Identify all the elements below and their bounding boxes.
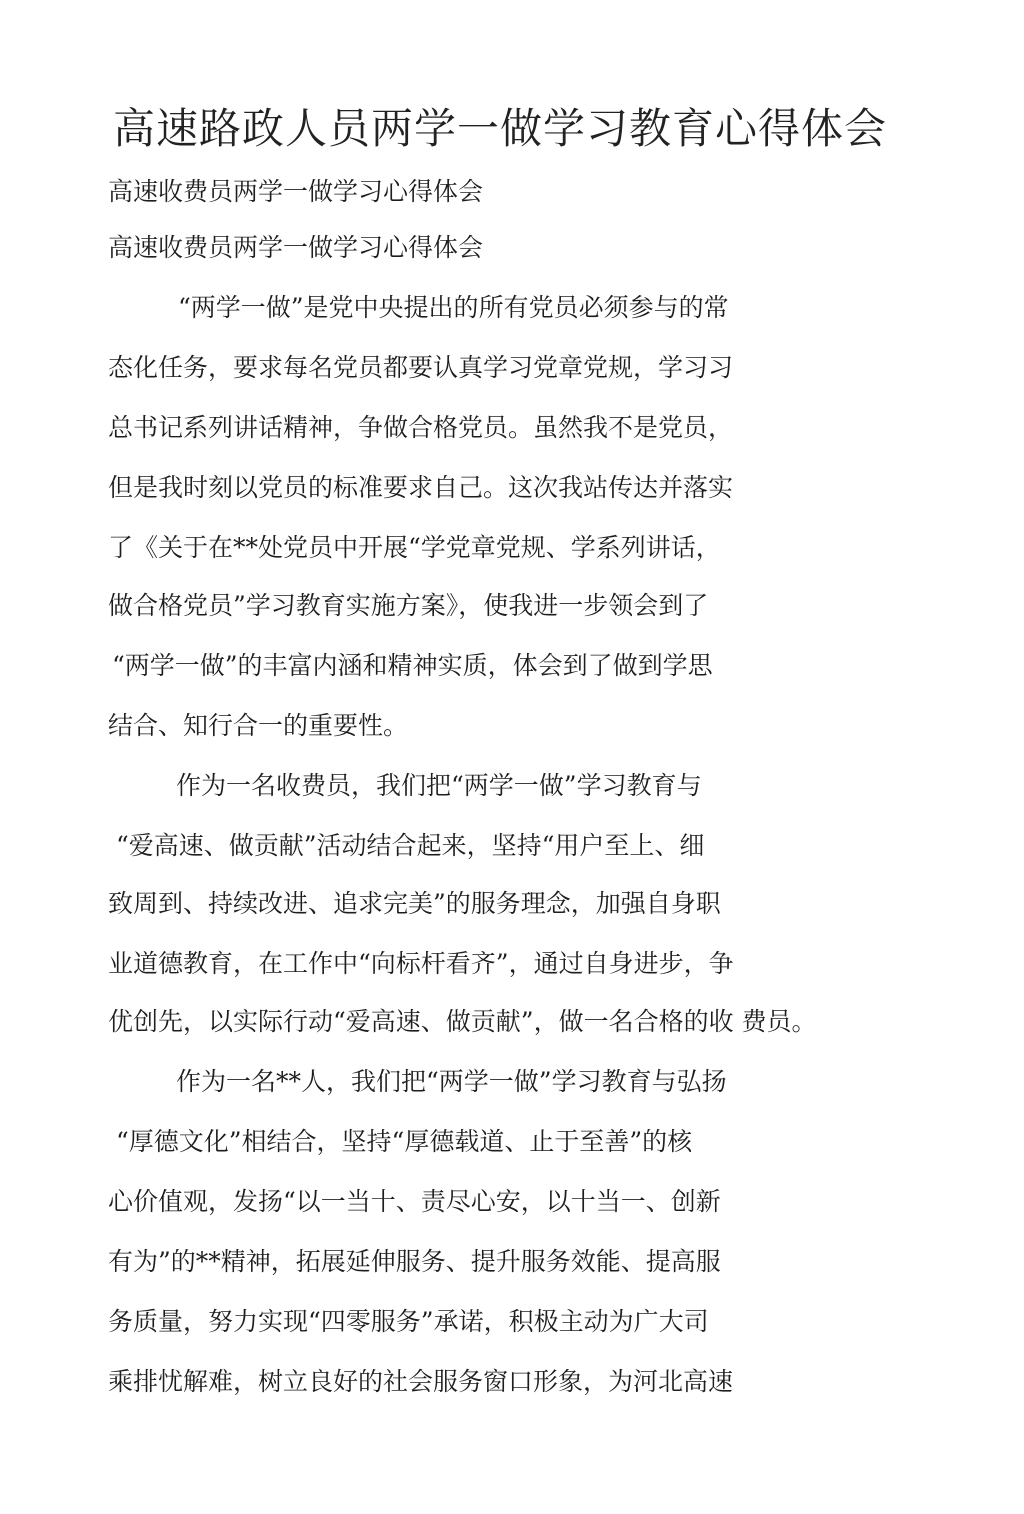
document-title: 高速路政人员两学一做学习教育心得体会 xyxy=(112,104,887,153)
paragraph-2-line-4: 业道德教育，在工作中“向标杆看齐”，通过自身进步，争 xyxy=(108,949,734,978)
subtitle-2: 高速收费员两学一做学习心得体会 xyxy=(108,233,484,262)
paragraph-1-line-8: 结合、知行合一的重要性。 xyxy=(108,711,409,740)
paragraph-3-line-6: 乘排忧解难，树立良好的社会服务窗口形象，为河北高速 xyxy=(108,1367,734,1396)
paragraph-3-line-2: “厚德文化”相结合，坚持“厚德载道、止于至善”的核 xyxy=(116,1127,693,1156)
paragraph-2-line-2: “爱高速、做贡献”活动结合起来，坚持“用户至上、细 xyxy=(116,831,705,860)
paragraph-3-line-4: 有为”的**精神，拓展延伸服务、提升服务效能、提高服 xyxy=(108,1247,721,1276)
paragraph-2-line-1: 作为一名收费员，我们把“两学一做”学习教育与 xyxy=(176,771,702,800)
paragraph-2-line-5: 优创先，以实际行动“爱高速、做贡献”，做一名合格的收 费员。 xyxy=(108,1007,817,1036)
paragraph-3-line-5: 务质量，努力实现“四零服务”承诺，积极主动为广大司 xyxy=(108,1307,709,1336)
paragraph-2-line-3: 致周到、持续改进、追求完美”的服务理念，加强自身职 xyxy=(108,889,721,918)
paragraph-3-line-3: 心价值观，发扬“以一当十、责尽心安，以十当一、创新 xyxy=(108,1187,721,1216)
paragraph-1-line-3: 总书记系列讲话精神，争做合格党员。虽然我不是党员， xyxy=(108,413,734,442)
paragraph-1-line-6: 做合格党员”学习教育实施方案》，使我进一步领会到了 xyxy=(108,591,709,620)
paragraph-1-line-7: “两学一做”的丰富内涵和精神实质，体会到了做到学思 xyxy=(112,651,713,680)
paragraph-3-line-1: 作为一名**人，我们把“两学一做”学习教育与弘扬 xyxy=(176,1067,727,1096)
paragraph-1-line-1: “两学一做”是党中央提出的所有党员必须参与的常 xyxy=(178,293,729,322)
paragraph-1-line-2: 态化任务，要求每名党员都要认真学习党章党规，学习习 xyxy=(108,353,734,382)
paragraph-1-line-4: 但是我时刻以党员的标准要求自己。这次我站传达并落实 xyxy=(108,473,734,502)
paragraph-1-line-5: 了《关于在**处党员中开展“学党章党规、学系列讲话， xyxy=(108,533,721,562)
subtitle-1: 高速收费员两学一做学习心得体会 xyxy=(108,177,484,206)
